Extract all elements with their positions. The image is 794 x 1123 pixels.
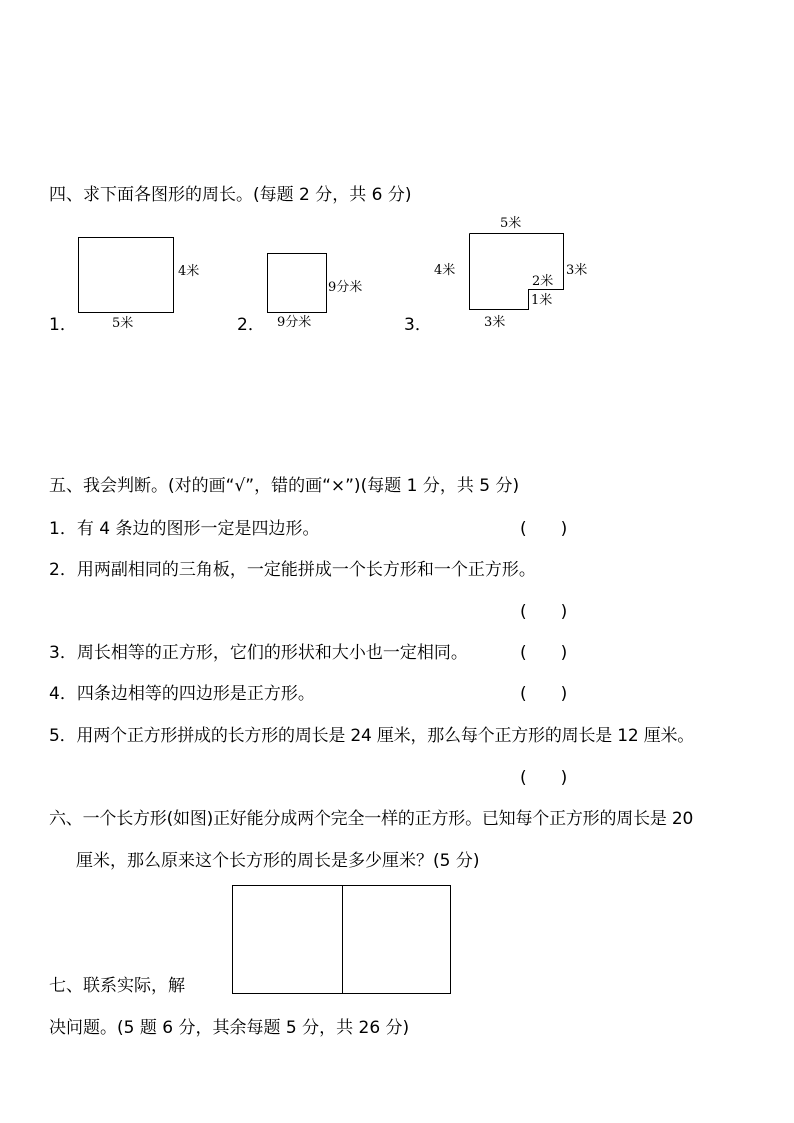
judge-item-5-text: 5．用两个正方形拼成的长方形的周长是 24 厘米，那么每个正方形的周长是 12 厘米。 [49, 726, 695, 746]
figure-3-step-horizontal-label: 1米 [531, 293, 553, 308]
judge-item-1-answer-blank[interactable]: ( ) [520, 519, 568, 539]
judge-item-1-text: 1．有 4 条边的图形一定是四边形。 [49, 519, 320, 539]
figure-2-square [267, 253, 327, 313]
figure-2-number: 2． [237, 315, 265, 335]
section-7-line-1: 七、联系实际，解 [49, 976, 185, 996]
figure-3-number: 3． [404, 315, 432, 335]
section-7-line-2: 决问题。(5 题 6 分，其余每题 5 分，共 26 分) [49, 1018, 410, 1038]
figure-1-rectangle [78, 237, 174, 314]
judge-item-2-answer-blank[interactable]: ( ) [520, 602, 568, 622]
figure-3-right-label: 3米 [566, 263, 588, 278]
section-5-title: 五、我会判断。(对的画“√”，错的画“×”)(每题 1 分，共 5 分) [49, 476, 520, 496]
figure-3-top-label: 5米 [500, 216, 522, 231]
judge-item-4-text: 4．四条边相等的四边形是正方形。 [49, 684, 315, 704]
figure-1-bottom-label: 5米 [112, 316, 134, 331]
section-6-line-1: 六、一个长方形(如图)正好能分成两个完全一样的正方形。已知每个正方形的周长是 20 [49, 809, 694, 829]
figure-2-right-label: 9分米 [328, 280, 363, 295]
section-6-line-2: 厘米，那么原来这个长方形的周长是多少厘米？(5 分) [76, 851, 480, 871]
figure-3-left-label: 4米 [434, 263, 456, 278]
section-4-title: 四、求下面各图形的周长。(每题 2 分，共 6 分) [49, 185, 412, 205]
two-squares-rectangle-figure [232, 885, 452, 995]
figure-2-bottom-label: 9分米 [277, 315, 312, 330]
judge-item-3-text: 3．周长相等的正方形，它们的形状和大小也一定相同。 [49, 643, 468, 663]
figure-3-step-vertical-label: 2米 [532, 274, 554, 289]
judge-item-2-text: 2．用两副相同的三角板，一定能拼成一个长方形和一个正方形。 [49, 560, 536, 580]
figure-1-number: 1． [49, 315, 77, 335]
judge-item-5-answer-blank[interactable]: ( ) [520, 768, 568, 788]
judge-item-4-answer-blank[interactable]: ( ) [520, 684, 568, 704]
figure-1-right-label: 4米 [178, 264, 200, 279]
judge-item-3-answer-blank[interactable]: ( ) [520, 643, 568, 663]
figure-3-bottom-label: 3米 [484, 315, 506, 330]
